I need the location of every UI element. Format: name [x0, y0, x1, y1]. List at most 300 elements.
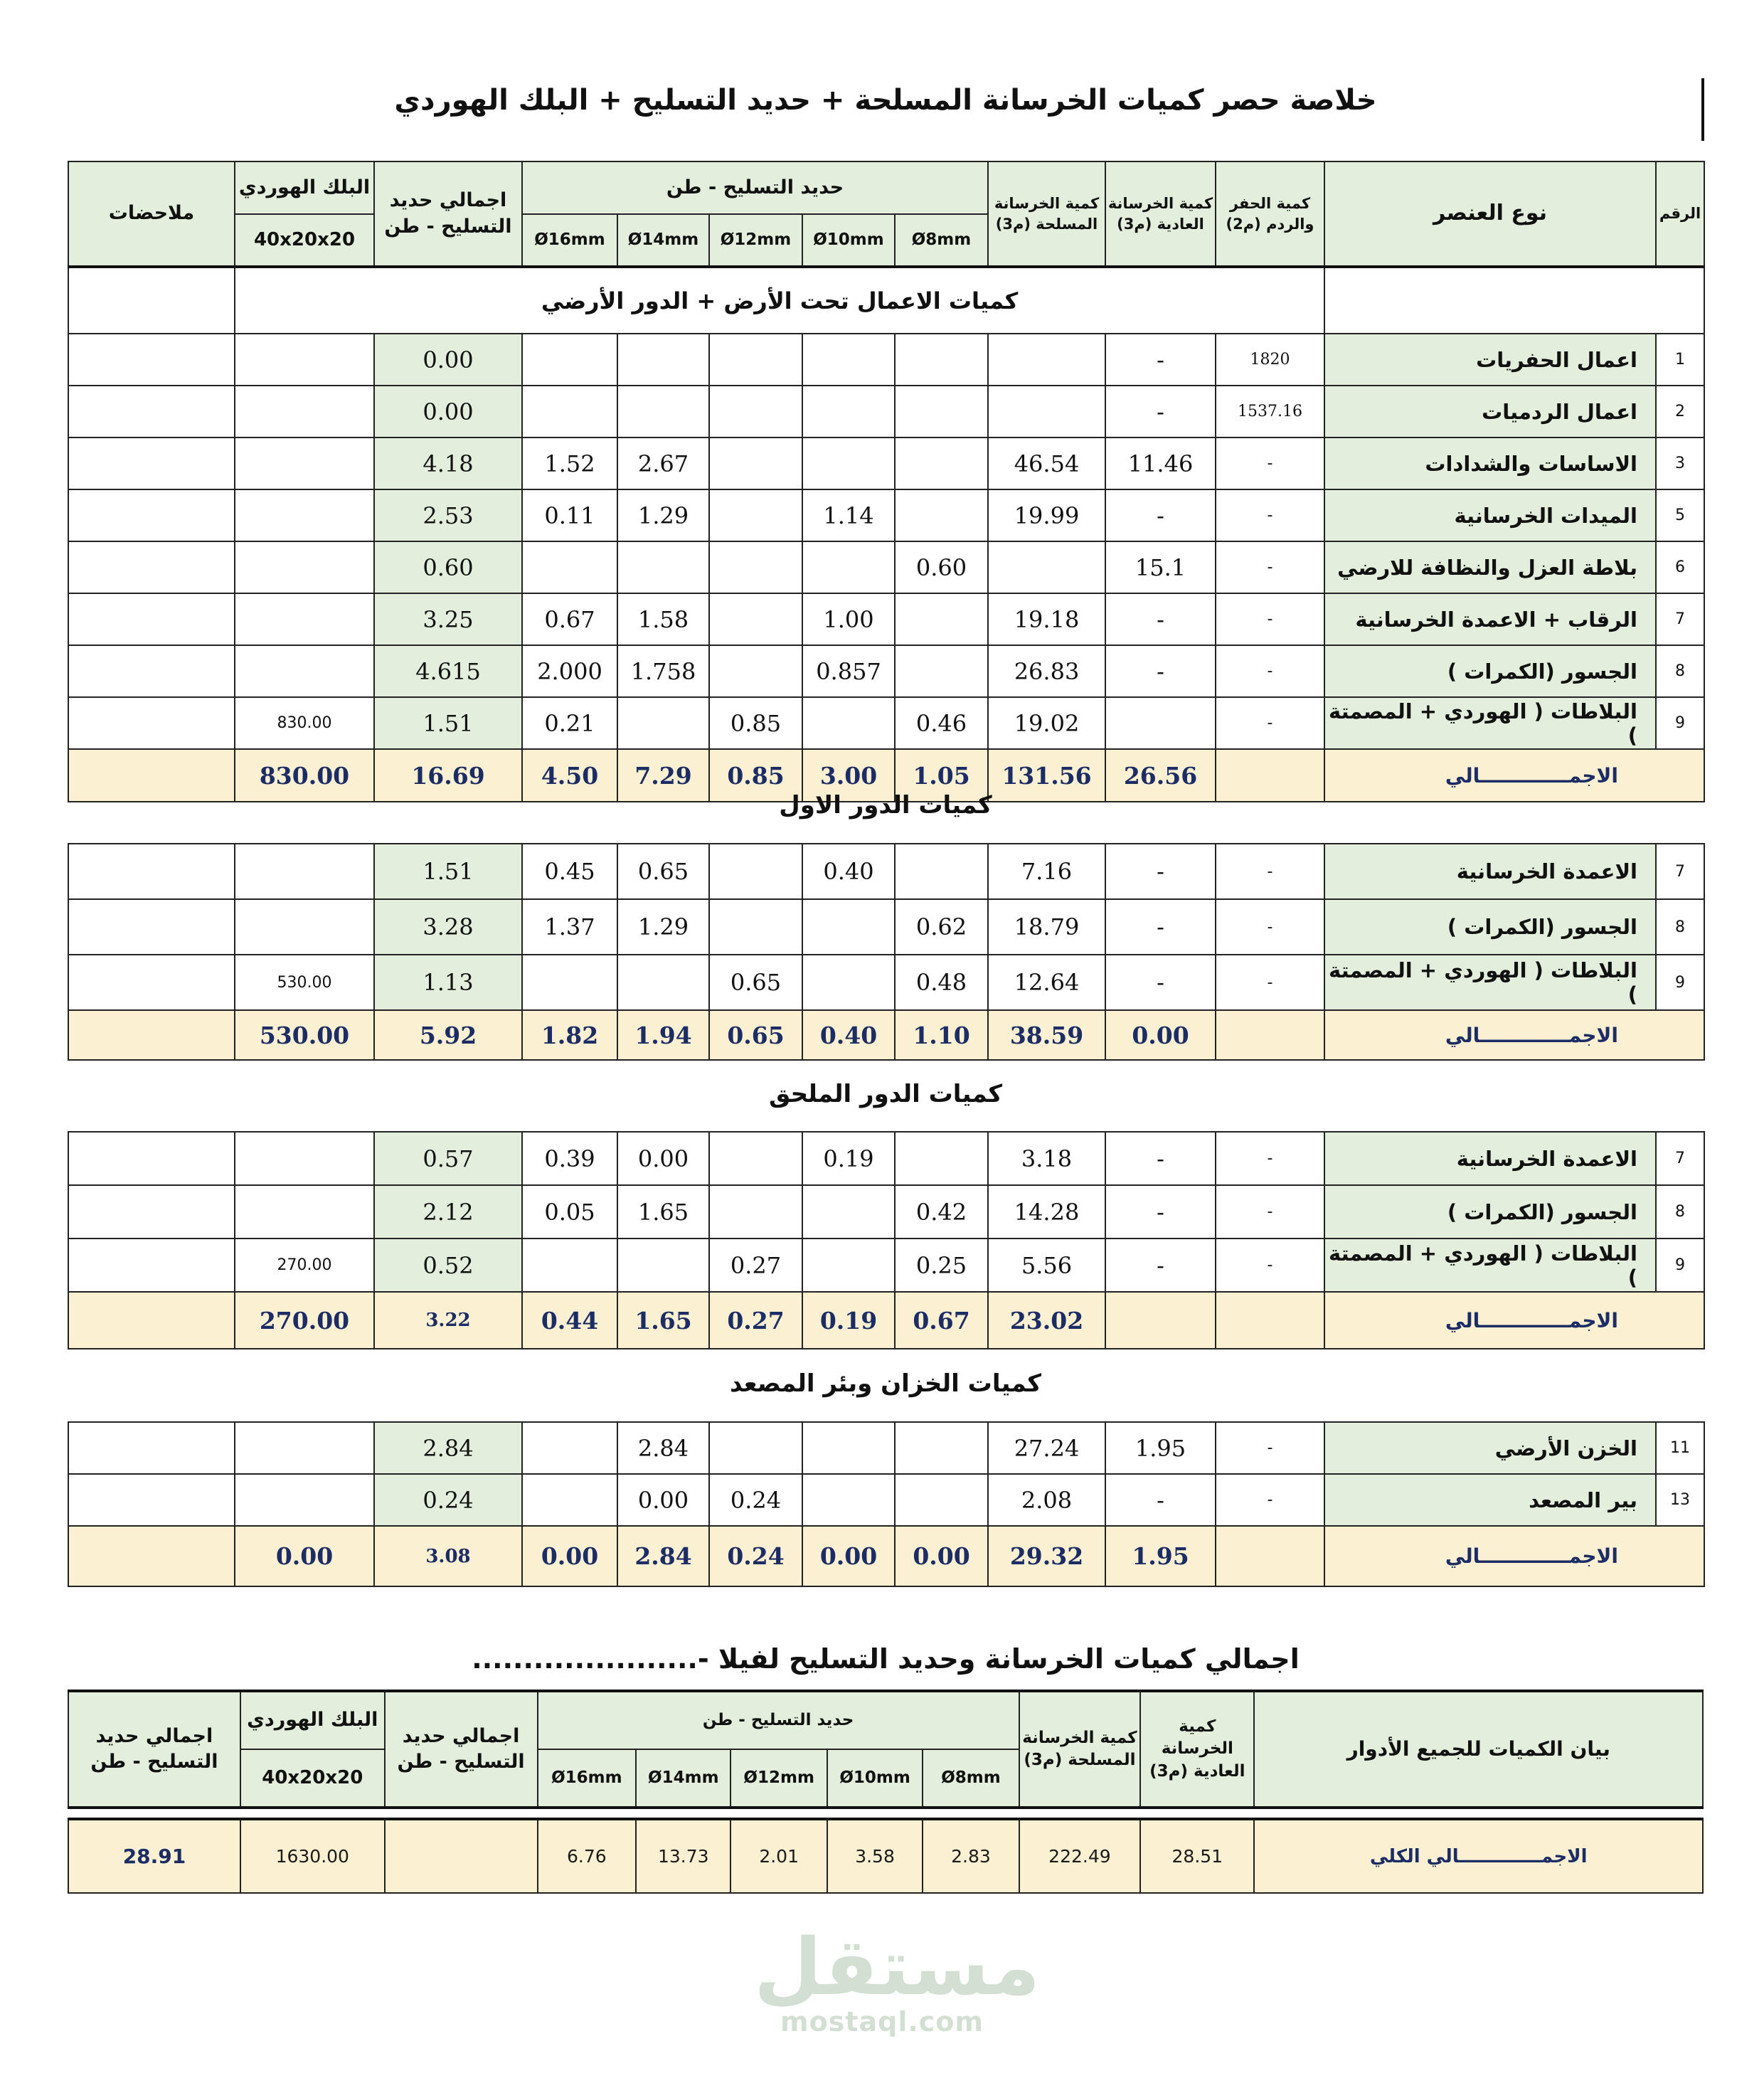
- excavation-qty: -: [1216, 541, 1324, 593]
- element-name: الجسور (الكمرات ): [1324, 1185, 1656, 1239]
- summary-d14: 13.73: [636, 1819, 730, 1893]
- header-steel-group: حديد التسليح - طن: [522, 161, 988, 214]
- summary-header-d16: Ø16mm: [538, 1749, 637, 1808]
- rc-concrete: 3.18: [988, 1132, 1105, 1185]
- element-name: البلاطات ( الهوردي + المصمتة ): [1324, 697, 1656, 749]
- total-notes: [68, 1010, 235, 1060]
- steel-d10: 0.40: [802, 844, 895, 899]
- rc-concrete: 46.54: [988, 437, 1105, 489]
- steel-d12: 0.27: [709, 1239, 802, 1292]
- steel-d12: [709, 593, 802, 645]
- table-row: [68, 1239, 1704, 1292]
- rc-concrete: 14.28: [988, 1185, 1105, 1239]
- row-index: 3: [1656, 437, 1704, 489]
- header-d16: Ø16mm: [522, 214, 617, 267]
- plain-concrete: -: [1105, 386, 1216, 437]
- notes: [68, 1132, 235, 1185]
- steel-d8: 0.46: [895, 697, 988, 749]
- steel-d16: 0.05: [522, 1185, 617, 1239]
- rc-concrete: 19.99: [988, 489, 1105, 541]
- rc-concrete: 7.16: [988, 844, 1105, 899]
- rc-concrete: 18.79: [988, 899, 1105, 955]
- plain-concrete: -: [1105, 1239, 1216, 1292]
- element-name: البلاطات ( الهوردي + المصمتة ): [1324, 1239, 1656, 1292]
- summary-header-grand: اجمالي حديد التسليح - طن: [68, 1691, 240, 1808]
- header-type: نوع العنصر: [1324, 161, 1656, 267]
- row-index: 11: [1656, 1422, 1704, 1474]
- steel-total: 0.00: [374, 334, 522, 386]
- steel-total: 1.51: [374, 697, 522, 749]
- total-d14: 1.65: [617, 1292, 709, 1349]
- summary-header-d8: Ø8mm: [923, 1749, 1019, 1808]
- element-name: الجسور (الكمرات ): [1324, 645, 1656, 697]
- notes: [68, 437, 235, 489]
- total-label: الاجمـــــــــــــالي: [1324, 749, 1704, 802]
- steel-d12: 0.85: [709, 697, 802, 749]
- block-qty: 530.00: [235, 955, 374, 1010]
- block-qty: [235, 1422, 374, 1474]
- total-label: الاجمـــــــــــــالي: [1324, 1010, 1704, 1060]
- excavation-qty: -: [1216, 1422, 1324, 1474]
- steel-d16: [522, 1239, 617, 1292]
- row-index: 8: [1656, 899, 1704, 955]
- row-index: 13: [1656, 1474, 1704, 1526]
- total-d8: 0.67: [895, 1292, 988, 1349]
- table-row: [68, 334, 1704, 386]
- summary-header-steel-group: حديد التسليح - طن: [538, 1691, 1019, 1749]
- table-row: [68, 489, 1704, 541]
- excavation-qty: 1537.16: [1216, 386, 1324, 437]
- steel-d14: 1.29: [617, 899, 709, 955]
- rc-concrete: 26.83: [988, 645, 1105, 697]
- steel-d10: 0.19: [802, 1132, 895, 1185]
- total-block: 830.00: [235, 749, 374, 802]
- header-d14: Ø14mm: [617, 214, 709, 267]
- steel-d10: [802, 541, 895, 593]
- block-qty: [235, 1474, 374, 1526]
- section-title: كميات الاعمال تحت الأرض + الدور الأرضي: [235, 267, 1324, 334]
- plain-concrete: -: [1105, 955, 1216, 1010]
- excavation-qty: -: [1216, 1132, 1324, 1185]
- table-row: [68, 1185, 1704, 1239]
- notes: [68, 645, 235, 697]
- total-row: [68, 1292, 1704, 1349]
- total-label: الاجمـــــــــــــالي: [1324, 1292, 1704, 1349]
- steel-d14: 1.58: [617, 593, 709, 645]
- steel-d12: [709, 1422, 802, 1474]
- plain-concrete: 15.1: [1105, 541, 1216, 593]
- steel-d16: 0.45: [522, 844, 617, 899]
- summary-header-d14: Ø14mm: [636, 1749, 730, 1808]
- steel-d16: 0.39: [522, 1132, 617, 1185]
- summary-header-block-size: 40x20x20: [240, 1749, 385, 1808]
- section-title: كميات الخزان وبئر المصعد: [729, 1369, 1042, 1398]
- notes: [68, 844, 235, 899]
- steel-d12: [709, 899, 802, 955]
- steel-d16: [522, 1422, 617, 1474]
- excavation-qty: -: [1216, 1185, 1324, 1239]
- steel-d16: [522, 1474, 617, 1526]
- element-name: البلاطات ( الهوردي + المصمتة ): [1324, 955, 1656, 1010]
- summary-header-steel-total: اجمالي حديد التسليح - طن: [385, 1691, 538, 1808]
- steel-d14: 0.65: [617, 844, 709, 899]
- rc-concrete: 2.08: [988, 1474, 1105, 1526]
- total-row: [68, 1526, 1704, 1586]
- excavation-qty: -: [1216, 593, 1324, 645]
- block-qty: 270.00: [235, 1239, 374, 1292]
- summary-d8: 2.83: [923, 1819, 1019, 1893]
- block-qty: [235, 645, 374, 697]
- rc-concrete: 27.24: [988, 1422, 1105, 1474]
- total-d16: 0.00: [522, 1526, 617, 1586]
- element-name: الاساسات والشدادات: [1324, 437, 1656, 489]
- header-d10: Ø10mm: [802, 214, 895, 267]
- steel-d8: [895, 334, 988, 386]
- element-name: الاعمدة الخرسانية: [1324, 1132, 1656, 1185]
- steel-total: 2.53: [374, 489, 522, 541]
- header-block: البلك الهوردي: [235, 161, 374, 214]
- steel-d12: 0.65: [709, 955, 802, 1010]
- steel-d8: [895, 1474, 988, 1526]
- plain-concrete: 11.46: [1105, 437, 1216, 489]
- row-index: 6: [1656, 541, 1704, 593]
- table-row: [68, 386, 1704, 437]
- title-rule: [1701, 78, 1704, 141]
- plain-concrete: [1105, 697, 1216, 749]
- steel-d8: [895, 489, 988, 541]
- section-title: كميات الدور الاول: [779, 791, 992, 820]
- summary-header-d10: Ø10mm: [827, 1749, 923, 1808]
- steel-d12: [709, 1132, 802, 1185]
- table-row: [68, 1132, 1704, 1185]
- summary-rc: 222.49: [1019, 1819, 1141, 1893]
- section-spacer: [1324, 267, 1704, 334]
- notes: [68, 541, 235, 593]
- steel-d10: 1.14: [802, 489, 895, 541]
- table-row: [68, 844, 1704, 899]
- total-exc: [1216, 1292, 1324, 1349]
- steel-d8: [895, 593, 988, 645]
- steel-total: 2.84: [374, 1422, 522, 1474]
- steel-d16: 2.000: [522, 645, 617, 697]
- steel-d12: 0.24: [709, 1474, 802, 1526]
- plain-concrete: -: [1105, 645, 1216, 697]
- steel-d16: 0.11: [522, 489, 617, 541]
- steel-d10: [802, 386, 895, 437]
- summary-header-block: البلك الهوردي: [240, 1691, 385, 1749]
- total-d16: 4.50: [522, 749, 617, 802]
- steel-d12: [709, 334, 802, 386]
- summary-grand-total: 28.91: [68, 1819, 240, 1893]
- table-row: [68, 437, 1704, 489]
- total-notes: [68, 1526, 235, 1586]
- steel-d16: [522, 334, 617, 386]
- total-d14: 1.94: [617, 1010, 709, 1060]
- steel-d14: 0.00: [617, 1474, 709, 1526]
- row-index: 7: [1656, 844, 1704, 899]
- notes: [68, 593, 235, 645]
- header-steel-total: اجمالي حديد التسليح - طن: [374, 161, 522, 267]
- total-d12: 0.65: [709, 1010, 802, 1060]
- block-qty: [235, 1132, 374, 1185]
- steel-d14: 0.00: [617, 1132, 709, 1185]
- plain-concrete: -: [1105, 899, 1216, 955]
- summary-header-plain: كمية الخرسانة العادية (م3): [1140, 1691, 1254, 1808]
- header-index: الرقم: [1656, 161, 1704, 267]
- total-notes: [68, 1292, 235, 1349]
- total-d10: 0.19: [802, 1292, 895, 1349]
- total-block: 270.00: [235, 1292, 374, 1349]
- plain-concrete: -: [1105, 1132, 1216, 1185]
- steel-d12: [709, 844, 802, 899]
- summary-block: 1630.00: [240, 1819, 385, 1893]
- element-name: بلاطة العزل والنظافة للارضي: [1324, 541, 1656, 593]
- total-row: [68, 1010, 1704, 1060]
- section-spacer: [68, 267, 235, 334]
- steel-d12: [709, 541, 802, 593]
- steel-d12: [709, 645, 802, 697]
- total-rc: 38.59: [988, 1010, 1105, 1060]
- row-index: 9: [1656, 955, 1704, 1010]
- block-qty: [235, 541, 374, 593]
- summary-title: اجمالي كميات الخرسانة وحديد التسليح لفيلا -......................: [472, 1643, 1300, 1675]
- steel-d14: [617, 697, 709, 749]
- quantities-table: [68, 843, 1705, 1061]
- total-d8: 1.05: [895, 749, 988, 802]
- block-qty: [235, 489, 374, 541]
- total-steel: 16.69: [374, 749, 522, 802]
- mostaql-watermark: [754, 1921, 1041, 2037]
- rc-concrete: 19.18: [988, 593, 1105, 645]
- steel-d10: [802, 697, 895, 749]
- rc-concrete: 5.56: [988, 1239, 1105, 1292]
- block-qty: [235, 899, 374, 955]
- total-steel: 3.08: [374, 1526, 522, 1586]
- steel-total: 4.615: [374, 645, 522, 697]
- steel-total: 2.12: [374, 1185, 522, 1239]
- rc-concrete: [988, 334, 1105, 386]
- header-d8: Ø8mm: [895, 214, 988, 267]
- total-rc: 29.32: [988, 1526, 1105, 1586]
- steel-d14: 2.84: [617, 1422, 709, 1474]
- steel-d10: [802, 899, 895, 955]
- notes: [68, 899, 235, 955]
- steel-total: 0.60: [374, 541, 522, 593]
- total-block: 530.00: [235, 1010, 374, 1060]
- table-row: [68, 955, 1704, 1010]
- steel-d8: [895, 1132, 988, 1185]
- total-plain: 0.00: [1105, 1010, 1216, 1060]
- total-steel: 5.92: [374, 1010, 522, 1060]
- element-name: الميدات الخرسانية: [1324, 489, 1656, 541]
- summary-total-table: [68, 1818, 1704, 1894]
- steel-total: 3.25: [374, 593, 522, 645]
- steel-d12: [709, 437, 802, 489]
- total-plain: 26.56: [1105, 749, 1216, 802]
- row-index: 2: [1656, 386, 1704, 437]
- summary-d12: 2.01: [730, 1819, 827, 1893]
- summary-d10: 3.58: [827, 1819, 923, 1893]
- steel-d14: [617, 386, 709, 437]
- steel-total: 3.28: [374, 899, 522, 955]
- plain-concrete: -: [1105, 334, 1216, 386]
- total-d12: 0.27: [709, 1292, 802, 1349]
- steel-d14: 1.29: [617, 489, 709, 541]
- block-qty: [235, 334, 374, 386]
- total-label: الاجمـــــــــــــالي: [1324, 1526, 1704, 1586]
- steel-d16: 0.21: [522, 697, 617, 749]
- block-qty: [235, 437, 374, 489]
- steel-d14: [617, 1239, 709, 1292]
- rc-concrete: 19.02: [988, 697, 1105, 749]
- total-d10: 0.40: [802, 1010, 895, 1060]
- excavation-qty: -: [1216, 489, 1324, 541]
- rc-concrete: [988, 541, 1105, 593]
- total-d10: 0.00: [802, 1526, 895, 1586]
- element-name: بير المصعد: [1324, 1474, 1656, 1526]
- steel-d14: [617, 541, 709, 593]
- steel-d10: [802, 1422, 895, 1474]
- summary-header-rc: كمية الخرسانة المسلحة (م3): [1019, 1691, 1141, 1808]
- steel-d14: 1.65: [617, 1185, 709, 1239]
- steel-d10: 1.00: [802, 593, 895, 645]
- steel-total: 0.52: [374, 1239, 522, 1292]
- steel-d16: 1.52: [522, 437, 617, 489]
- row-index: 9: [1656, 697, 1704, 749]
- row-index: 8: [1656, 1185, 1704, 1239]
- steel-d8: 0.60: [895, 541, 988, 593]
- steel-d8: [895, 437, 988, 489]
- section-title: كميات الدور الملحق: [768, 1080, 1003, 1108]
- table-row: [68, 697, 1704, 749]
- rc-concrete: 12.64: [988, 955, 1105, 1010]
- steel-d14: [617, 334, 709, 386]
- row-index: 9: [1656, 1239, 1704, 1292]
- steel-d16: [522, 386, 617, 437]
- table-row: [68, 1474, 1704, 1526]
- total-block: 0.00: [235, 1526, 374, 1586]
- header-d12: Ø12mm: [709, 214, 802, 267]
- quantities-table: [68, 161, 1705, 802]
- steel-d8: 0.48: [895, 955, 988, 1010]
- steel-total: 1.51: [374, 844, 522, 899]
- steel-d8: 0.62: [895, 899, 988, 955]
- steel-d12: [709, 386, 802, 437]
- steel-d12: [709, 489, 802, 541]
- total-exc: [1216, 1010, 1324, 1060]
- element-name: اعمال الردميات: [1324, 386, 1656, 437]
- total-steel: 3.22: [374, 1292, 522, 1349]
- total-d14: 2.84: [617, 1526, 709, 1586]
- row-index: 7: [1656, 593, 1704, 645]
- excavation-qty: -: [1216, 955, 1324, 1010]
- steel-d8: 0.25: [895, 1239, 988, 1292]
- total-d8: 1.10: [895, 1010, 988, 1060]
- excavation-qty: -: [1216, 844, 1324, 899]
- notes: [68, 386, 235, 437]
- notes: [68, 955, 235, 1010]
- excavation-qty: -: [1216, 437, 1324, 489]
- quantities-table: [68, 1131, 1705, 1349]
- steel-d10: [802, 334, 895, 386]
- plain-concrete: -: [1105, 844, 1216, 899]
- summary-d16: 6.76: [538, 1819, 637, 1893]
- notes: [68, 1185, 235, 1239]
- excavation-qty: -: [1216, 645, 1324, 697]
- excavation-qty: -: [1216, 697, 1324, 749]
- summary-plain: 28.51: [1140, 1819, 1254, 1893]
- total-d10: 3.00: [802, 749, 895, 802]
- header-notes: ملاحضات: [68, 161, 235, 267]
- excavation-qty: -: [1216, 1474, 1324, 1526]
- total-d14: 7.29: [617, 749, 709, 802]
- steel-d10: [802, 1239, 895, 1292]
- total-rc: 23.02: [988, 1292, 1105, 1349]
- table-row: [68, 541, 1704, 593]
- table-row: [68, 899, 1704, 955]
- total-plain: [1105, 1292, 1216, 1349]
- total-d12: 0.85: [709, 749, 802, 802]
- steel-d14: 1.758: [617, 645, 709, 697]
- summary-header-label: بيان الكميات للجميع الأدوار: [1254, 1691, 1703, 1808]
- rc-concrete: [988, 386, 1105, 437]
- notes: [68, 697, 235, 749]
- total-d8: 0.00: [895, 1526, 988, 1586]
- steel-d10: [802, 1474, 895, 1526]
- summary-table: [68, 1690, 1704, 1809]
- watermark-arabic: مستقل: [754, 1921, 1041, 2012]
- notes: [68, 1239, 235, 1292]
- steel-d14: [617, 955, 709, 1010]
- excavation-qty: -: [1216, 1239, 1324, 1292]
- plain-concrete: 1.95: [1105, 1422, 1216, 1474]
- header-block-size: 40x20x20: [235, 214, 374, 267]
- plain-concrete: -: [1105, 1474, 1216, 1526]
- total-d12: 0.24: [709, 1526, 802, 1586]
- row-index: 8: [1656, 645, 1704, 697]
- plain-concrete: -: [1105, 593, 1216, 645]
- row-index: 1: [1656, 334, 1704, 386]
- steel-d16: 1.37: [522, 899, 617, 955]
- header-excavation: كمية الحفر والردم (م2): [1216, 161, 1324, 267]
- summary-steel: [385, 1819, 538, 1893]
- row-index: 7: [1656, 1132, 1704, 1185]
- block-qty: [235, 386, 374, 437]
- steel-d16: [522, 541, 617, 593]
- steel-d16: [522, 955, 617, 1010]
- steel-d8: [895, 645, 988, 697]
- plain-concrete: -: [1105, 489, 1216, 541]
- block-qty: [235, 844, 374, 899]
- summary-header-d12: Ø12mm: [730, 1749, 827, 1808]
- steel-total: 0.00: [374, 386, 522, 437]
- steel-d8: 0.42: [895, 1185, 988, 1239]
- steel-d16: 0.67: [522, 593, 617, 645]
- block-qty: [235, 593, 374, 645]
- notes: [68, 1474, 235, 1526]
- page-title: خلاصة حصر كميات الخرسانة المسلحة + حديد التسليح + البلك الهوردي: [394, 84, 1377, 117]
- steel-total: 1.13: [374, 955, 522, 1010]
- row-index: 5: [1656, 489, 1704, 541]
- table-row: [68, 1422, 1704, 1474]
- steel-d10: [802, 955, 895, 1010]
- block-qty: 830.00: [235, 697, 374, 749]
- total-exc: [1216, 1526, 1324, 1586]
- element-name: اعمال الحفريات: [1324, 334, 1656, 386]
- excavation-qty: 1820: [1216, 334, 1324, 386]
- steel-d8: [895, 844, 988, 899]
- excavation-qty: -: [1216, 899, 1324, 955]
